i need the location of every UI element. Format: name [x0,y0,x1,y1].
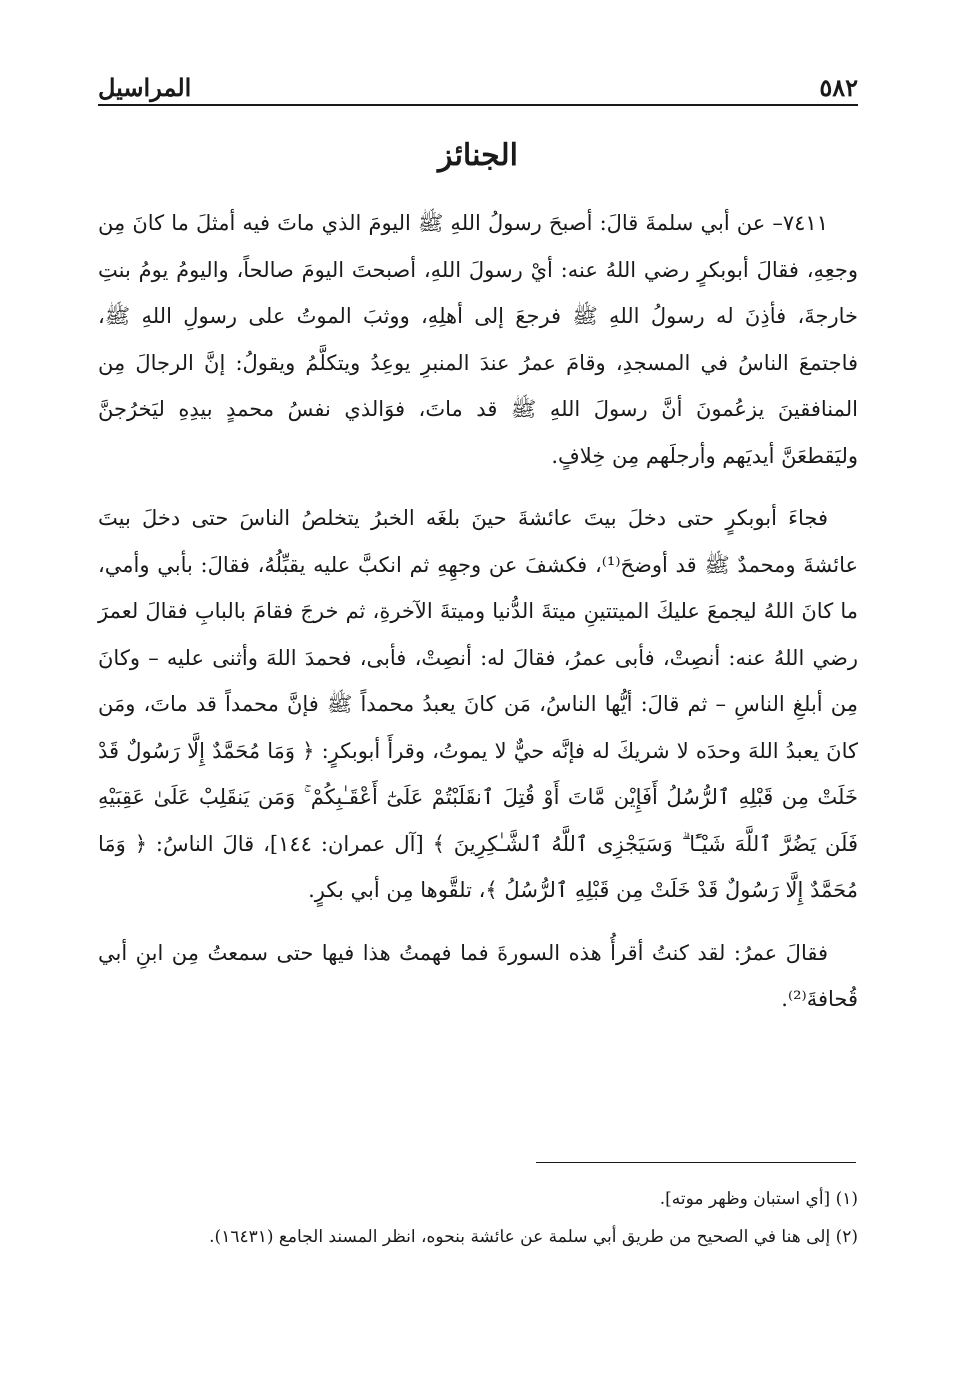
footnote-rule [536,1162,856,1163]
footnote-1: (١) [أي استبان وظهر موته]. [659,1189,858,1209]
footnotes [98,1180,858,1256]
footnote-2: (٢) إلى هنا في الصحيح من طريق أبي سلمة عن عائشة بنحوه، انظر المسند الجامع (١٦٤٣١). [209,1227,858,1247]
header-rule [98,104,858,106]
hadith-paragraph-2: فجاءَ أبوبكرٍ حتى دخلَ بيتَ عائشةَ حينَ بلغَه الخبرُ يتخلصُ الناسَ حتى دخلَ بيتَ عائشةَ ومحمدٌ ﷺ قد أوضحَ⁽¹⁾، فكشفَ عن وجهِهِ ثم انكبَّ عليه يقبِّلُهُ، فقالَ: بأبي وأمي، ما كانَ اللهُ ليجمعَ عليكَ الميتتينِ ميتةَ الدُّنيا وميتةَ الآخرةِ، ثم خرجَ فقامَ بالبابِ فقالَ لعمرَ رضي اللهُ عنه: أنصِتْ، فأبى عمرُ، فقالَ له: أنصِتْ، فأبى، فحمدَ اللهَ وأثنى عليه – وكانَ مِن أبلغِ الناسِ – ثم قالَ: أيُّها الناسُ، مَن كانَ يعبدُ محمداً ﷺ فإنَّ محمداً قد ماتَ، ومَن كانَ يعبدُ اللهَ وحدَه لا شريكَ له فإنَّه حيٌّ لا يموتُ، وقرأَ أبوبكرٍ: ﴿ وَمَا مُحَمَّدٌ إِلَّا رَسُولٌ قَدْ خَلَتْ مِن قَبْلِهِ ٱلرُّسُلُ أَفَإِيْن مَّاتَ أَوْ قُتِلَ ٱنقَلَبْتُمْ عَلَىٰٓ أَعْقَـٰبِكُمْ ۚ وَمَن يَنقَلِبْ عَلَىٰ عَقِبَيْهِ فَلَن يَضُرَّ ٱللَّهَ شَيْـًٔا ۗ وَسَيَجْزِى ٱللَّهُ ٱلشَّـٰكِرِينَ ﴾ [آل عمران: ١٤٤]، قالَ الناسُ: ﴿ وَمَا مُحَمَّدٌ إِلَّا رَسُولٌ قَدْ خَلَتْ مِن قَبْلِهِ ٱلرُّسُلُ ﴾، تلقَّوها مِن أبي بكرٍ. [98,506,859,902]
hadith-paragraph-1: ٧٤١١– عن أبي سلمةَ قالَ: أصبحَ رسولُ اللهِ ﷺ اليومَ الذي ماتَ فيه أمثلَ ما كانَ مِن وجعِهِ، فقالَ أبوبكرٍ رضي اللهُ عنه: أيْ رسولَ اللهِ، أصبحتَ اليومَ صالحاً، واليومُ يومُ بنتِ خارجةَ، فأذِنَ له رسولُ اللهِ ﷺ فرجعَ إلى أهلِهِ، ووثبَ الموتُ على رسولِ اللهِ ﷺ، فاجتمعَ الناسُ في المسجدِ، وقامَ عمرُ عندَ المنبرِ يوعِدُ ويتكلَّمُ ويقولُ: إنَّ الرجالَ مِن المنافقينَ يزعُمونَ أنَّ رسولَ اللهِ ﷺ قد ماتَ، فوَالذي نفسُ محمدٍ بيدِهِ ليَخرُجنَّ وليَقطعَنَّ أيديَهم وأرجلَهم مِن خِلافٍ. [98,211,858,468]
body-text [98,200,858,1039]
running-title: المراسيل [98,73,192,102]
page-number: ٥٨٢ [819,73,858,102]
section-title: الجنائز [438,138,518,173]
running-header [98,62,858,102]
hadith-paragraph-3: فقالَ عمرُ: لقد كنتُ أقرأُ هذه السورةَ فما فهمتُ هذا فيها حتى سمعتُ مِن ابنِ أبي قُحافةَ⁽²⁾. [98,940,858,1011]
